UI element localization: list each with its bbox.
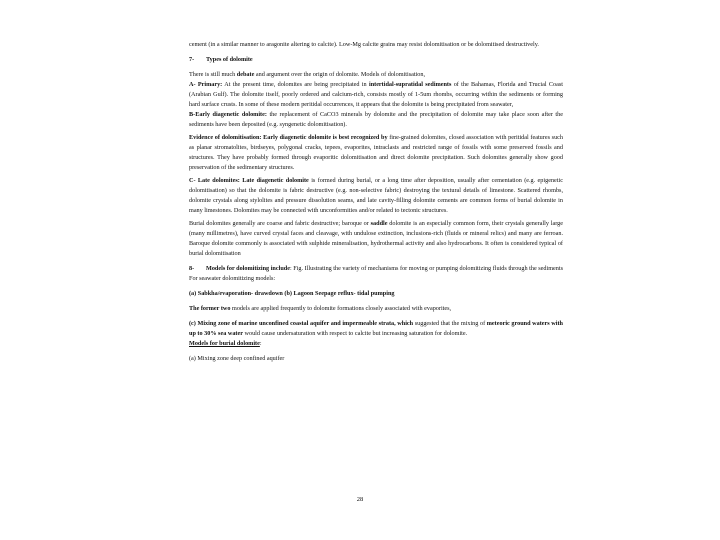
burial-models-label: Models for burial dolomite bbox=[189, 340, 260, 347]
mixing-bold-2: meteoric ground waters with up to 30% sea water bbox=[189, 320, 563, 337]
primary-text-pre: At the present time, dolomites are being precipitated in bbox=[222, 81, 369, 88]
evidence-label: Evidence of dolomitisation: bbox=[189, 134, 262, 141]
primary-text-post: of the Bahamas, Florida and Trucial Coast (Arabian Gulf). The dolomite itself, poorly ordered and calcium-rich, consists mostly of 1-5um rhombs, occurring within the sediments or forming hard surface crusts. In some of these modern peritidal occurrences, it appears that the dolomite is being precipitated from seawater, bbox=[189, 81, 563, 108]
burial-text-bold: saddle bbox=[370, 220, 388, 227]
mixing-bold: (c) Mixing zone of marine unconfined coastal aquifer and impermeable strata, which bbox=[189, 320, 414, 327]
late-bold: Late diagenetic dolomite bbox=[239, 177, 309, 184]
evidence-bold: Early diagenetic dolomite is best recognized by bbox=[261, 134, 388, 141]
former-two-text: models are applied frequently to dolomite formations closely associated with evaporites, bbox=[230, 305, 452, 312]
text-column bbox=[189, 40, 563, 364]
early-text: the replacement of CaCO3 minerals by dolomite and the precipitation of dolomite may take place soon after the sediments have been deposited (e.g. syngenetic dolomitisation). bbox=[189, 111, 563, 128]
evidence-paragraph bbox=[189, 133, 563, 173]
burial-models-heading bbox=[189, 339, 563, 349]
burial-models-colon: : bbox=[259, 340, 262, 347]
primary-label: A- Primary: bbox=[189, 81, 223, 88]
section-7-heading bbox=[189, 55, 563, 65]
intro-paragraph bbox=[189, 40, 563, 50]
page-number: 28 bbox=[356, 496, 364, 503]
deep-aquifer-text: (a) Mixing zone deep confined aquifer bbox=[189, 355, 285, 362]
burial-text-pre: Burial dolomites generally are coarse and fabric destructive; baroque or bbox=[189, 220, 371, 227]
primary-text-bold: intertidal-supratidal sediments bbox=[368, 81, 452, 88]
intro-text: cement (in a similar manner to aragonite altering to calcite). Low-Mg calcite grains may resist dolomitisation or be dolomitised destructively. bbox=[189, 41, 539, 48]
early-label: B-Early diagenetic dolomite: bbox=[189, 111, 267, 118]
early-diagenetic-paragraph bbox=[189, 110, 563, 130]
former-two-paragraph bbox=[189, 304, 563, 314]
types-text-bold: debate bbox=[236, 71, 255, 78]
section-8-title: Models for dolomitizing include bbox=[206, 265, 290, 272]
types-text-pre: There is still much bbox=[189, 71, 237, 78]
late-label: C- Late dolomites: bbox=[189, 177, 240, 184]
models-line bbox=[189, 289, 563, 299]
section-8-text: : Fig. Illustrating the variety of mechanisms for moving or pumping dolomitizing fluids through the sediments For seawater dolomitizing models: bbox=[189, 265, 564, 282]
evidence-text: fine-grained dolomites, closed association with peritidal features such as planar stromatolites, birdseyes, polygonal cracks, tepees, evaporites, intraclasts and restricted range of fossils with some preserved fossils and structures. They have probably formed through evaporitic dolomitisation and direct dolomite precipitation. Such dolomites generally show good preservation of the sedimentary structures. bbox=[189, 134, 563, 171]
primary-paragraph bbox=[189, 80, 563, 110]
burial-text-post: dolomite is an especially common form, their crystals generally large (many millimetres), have curved crystal faces and cleavage, with undulose extinction, inclusions-rich (fluids or mineral relics) and many are ferroan. Baroque dolomite commonly is associated with sulphide mineralisation, hydrothermal activity and also hydrocarbons. It often is considered typical of burial dolomitisation bbox=[189, 220, 563, 257]
mixing-zone-paragraph bbox=[189, 319, 563, 339]
section-8-number: 8- bbox=[189, 265, 195, 272]
late-text: is formed during burial, or a long time after deposition, usually after cementation (e.g. epigenetic dolomitisation) so that the dolomite is fabric destructive (e.g. non-selective fabric) destroying the textural details of limestone. Scattered rhombs, dolomite crystals along stylolites and pressure dissolution seams, and late cavity-filling dolomite cements are common forms of burial dolomite in many limestones. Dolomites may be connected with unconformities and/or related to tectonic structures. bbox=[189, 177, 563, 214]
former-two-bold: The former two bbox=[189, 305, 231, 312]
deep-aquifer-line bbox=[189, 354, 563, 364]
burial-dolomites-paragraph bbox=[189, 219, 563, 259]
late-dolomites-paragraph bbox=[189, 176, 563, 216]
section-7-title: Types of dolomite bbox=[206, 56, 253, 63]
types-paragraph bbox=[189, 70, 563, 80]
types-text-post: and argument over the origin of dolomite. Models of dolomitisation, bbox=[254, 71, 426, 78]
models-line-text: (a) Sabkha/evaporation- drawdown (b) Lagoon Seepage reflux- tidal pumping bbox=[189, 290, 395, 297]
mixing-text-2: would cause undersaturation with respect to calcite but increasing saturation for dolomite. bbox=[242, 330, 468, 337]
section-8-paragraph bbox=[189, 264, 563, 284]
mixing-text-1: suggested that the mixing of bbox=[413, 320, 487, 327]
section-7-number: 7- bbox=[189, 56, 195, 63]
